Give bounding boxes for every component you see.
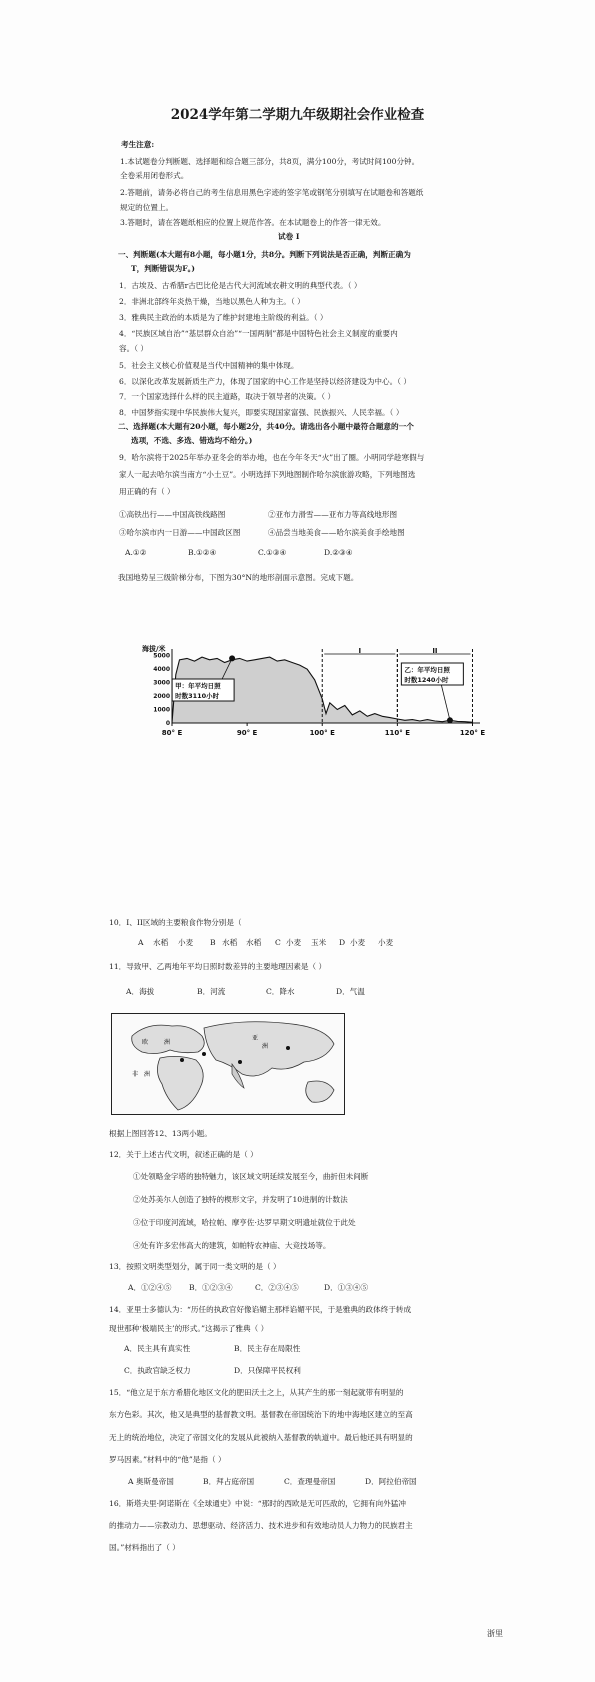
region-label: I: [358, 647, 362, 655]
q15-option: D．阿拉伯帝国: [365, 1477, 417, 1486]
world-map-svg: [112, 1014, 344, 1114]
annotation-text: 时数3110小时: [175, 692, 220, 700]
q10-option-letter: C: [275, 938, 281, 947]
q9-item: ①高铁出行——中国高铁线路图: [119, 510, 226, 519]
map-label: 洲: [144, 1071, 151, 1078]
q9-text: 用正确的有（ ）: [119, 487, 175, 496]
section-heading: 选项，不选、多选、错选均不给分。): [131, 436, 253, 445]
q11-text: 11．导致甲、乙两地年平均日照时数差异的主要地理因素是（ ）: [109, 962, 327, 971]
q11-option: A．海拔: [126, 987, 155, 996]
q13-option: C．②③④⑤: [255, 1283, 299, 1292]
tf-question: 6．以深化改革发展新质生产力，体现了国家的中心工作是坚持以经济建设为中心。（ ）: [119, 377, 412, 386]
q10-option: 小麦: [286, 938, 302, 947]
notice-line: 规定的位置上。: [120, 203, 174, 212]
annotation-point: [229, 655, 235, 661]
map-label: 洲: [164, 1039, 171, 1046]
q10-option: 小麦: [378, 938, 394, 947]
notice-line: 3.答题时，请在答题纸相应的位置上规范作答。在本试题卷上的作答一律无效。: [120, 218, 386, 227]
q9-item: ④品尝当地美食——哈尔滨美食手绘地图: [268, 528, 405, 537]
tf-question: 容。（ ）: [119, 344, 148, 353]
q9-option: A.①②: [125, 548, 147, 557]
q14-option: C．执政官缺乏权力: [124, 1366, 191, 1375]
tf-question: 2．非洲北部终年炎热干燥，当地以黑色人种为主。（ ）: [119, 297, 305, 306]
q16-text: 国。”材料指出了（ ）: [109, 1543, 180, 1552]
y-axis-label: 海拔/米: [142, 645, 166, 653]
q9-text: 9．哈尔滨将于2025年举办亚冬会的举办地，也在今年冬天“火”出了圈。小明同学趁寒假与: [119, 453, 425, 462]
q15-option: B．拜占庭帝国: [203, 1477, 255, 1486]
q10-option: 小麦: [178, 938, 194, 947]
annotation-point: [447, 717, 453, 723]
annotation-text: 时数1240小时: [404, 676, 449, 684]
y-tick-label: 4000: [153, 666, 170, 674]
notice-heading: 考生注意:: [121, 140, 155, 149]
annotation-pointer: [441, 685, 450, 720]
region-label: II: [432, 647, 438, 655]
section-heading: T，判断错误为F。): [131, 264, 195, 273]
q14-option: A．民主具有真实性: [124, 1344, 191, 1353]
q14-option: D．只保障平民权利: [234, 1366, 301, 1375]
tf-question: 5．社会主义核心价值观是当代中国精神的集中体现。: [119, 361, 299, 370]
q15-text: 东方色彩。其次，他又是典型的基督教文明。基督教在帝国统治下的地中海地区建立的至高: [109, 1410, 413, 1419]
q10-option-letter: D: [339, 938, 346, 947]
y-tick-label: 0: [165, 720, 170, 727]
q9-text: 家人一起去哈尔滨当南方“小土豆”。小明选择下列地图制作哈尔滨旅游攻略，下列地图选: [119, 470, 416, 479]
q14-option: B．民主存在局限性: [234, 1344, 301, 1353]
map-label: 非: [132, 1071, 139, 1078]
map-intro: 根据上图回答12、13两小题。: [109, 1129, 212, 1138]
tf-question: 3．雅典民主政治的本质是为了维护封建地主阶级的利益。（ ）: [119, 313, 328, 322]
q12-item: ④处有许多宏伟高大的建筑，如帕特农神庙、大竞技场等。: [133, 1241, 331, 1250]
q12-item: ①处领略金字塔的独特魅力，该区域文明延续发展至今，曲折但未间断: [133, 1172, 369, 1181]
q11-option: B．河流: [197, 987, 226, 996]
q9-option: B.①②④: [188, 548, 217, 557]
q13-option: B．①②③④: [189, 1283, 233, 1292]
y-tick-label: 2000: [153, 693, 170, 701]
q13-text: 13．按照文明类型划分，属于同一类文明的是（ ）: [109, 1262, 281, 1271]
q10-option: 玉米: [311, 938, 327, 947]
q15-option: C．查理曼帝国: [284, 1477, 336, 1486]
q10-option-letter: A: [138, 938, 144, 947]
x-tick-label: 80° E: [161, 729, 183, 737]
q15-text: 无上的统治地位，决定了帝国文化的发展从此被纳入基督教的轨道中。最后他还具有明显的: [109, 1433, 413, 1442]
tf-question: 1．古埃及、古希腊r古巴比伦是古代大河流域农耕文明的典型代表。（ ）: [119, 281, 362, 290]
q9-item: ③哈尔滨市内一日游——中国政区图: [119, 528, 241, 537]
q13-option: D．①③④⑤: [324, 1283, 369, 1292]
q9-option: D.②③④: [324, 548, 353, 557]
q14-text: 14．亚里士多德认为：“历任的执政官好像谄媚主那样谄媚平民，于是雅典的政体终于转成: [109, 1305, 412, 1314]
q12-item: ③位于印度河流域，哈拉帕、摩亨佐·达罗早期文明遗址就位于此处: [133, 1218, 356, 1227]
map-label: 亚: [252, 1035, 259, 1042]
q12-item: ②处苏美尔人创造了独特的楔形文字，并发明了10进制的计数法: [133, 1195, 348, 1204]
q16-text: 的推动力——宗教动力、思想驱动、经济活力、技术进步和有效地动员人力物力的民族君主: [109, 1521, 413, 1530]
x-tick-label: 120° E: [459, 729, 485, 737]
y-tick-label: 5000: [153, 652, 170, 660]
x-tick-label: 90° E: [236, 729, 258, 737]
q15-text: 罗马因素。”材料中的“他”是指（ ）: [109, 1455, 226, 1464]
tf-question: 8．中国梦指实现中华民族伟大复兴，即要实现国家富强、民族振兴、人民幸福。（ ）: [119, 408, 404, 417]
q16-text: 16．斯塔夫里·阿诺斯在《全球通史》中说：“那时的西欧是无可匹敌的，它拥有向外猛冲: [109, 1499, 406, 1508]
x-tick-label: 100° E: [309, 729, 335, 737]
notice-line: 全卷采用闭卷形式。: [120, 171, 189, 180]
q10-option: 水稻: [153, 938, 169, 947]
section-heading: 一、判断题(本大题有8小题，每小题1分，共8分。判断下列说法是否正确，判断正确为: [118, 250, 411, 259]
q12-text: 12．关于上述古代文明，叙述正确的是（ ）: [109, 1150, 258, 1159]
chart-intro: 我国地势呈三级阶梯分布，下图为30°N的地形剖面示意图。完成下题。: [118, 573, 359, 582]
tf-question: 7．一个国家选择什么样的民主道路，取决于领导者的决策。（ ）: [119, 392, 336, 401]
q11-option: D．气温: [336, 987, 365, 996]
annotation-text: 乙：年平均日照: [404, 666, 450, 674]
x-tick-label: 110° E: [384, 729, 411, 737]
y-tick-label: 3000: [153, 679, 170, 687]
q10-option-letter: B: [210, 938, 216, 947]
map-label: 洲: [262, 1043, 269, 1050]
q10-option: 水稻: [222, 938, 238, 947]
notice-line: 2.答题前，请务必将自己的考生信息用黑色字迹的签字笔或钢笔分别填写在试题卷和答题纸: [120, 188, 424, 197]
q10-text: 10．I、II区域的主要粮食作物分别是（: [109, 918, 242, 927]
q10-option: 小麦: [350, 938, 366, 947]
q15-option: A 奥斯曼帝国: [128, 1477, 174, 1486]
section-heading: 二、选择题(本大题有20小题，每小题2分，共40分。请选出各小题中最符合题意的一个: [118, 422, 414, 431]
map-label: 欧: [142, 1039, 149, 1046]
q9-item: ②亚布力滑雪——亚布力等高线地形图: [268, 510, 398, 519]
terrain-profile-chart: [140, 643, 485, 743]
page-title: 2024学年第二学期九年级期社会作业检查: [170, 107, 425, 123]
q11-option: C．降水: [266, 987, 295, 996]
q14-text: 现世那种‘极端民主’的形式。”这揭示了雅典（ ）: [109, 1324, 269, 1333]
footer-watermark: 浙里: [487, 1629, 503, 1638]
q9-option: C.①③④: [258, 548, 287, 557]
annotation-text: 甲：年平均日照: [175, 682, 221, 690]
ancient-civilizations-map: [111, 1013, 345, 1115]
tf-question: 4．“民族区域自治”“基层群众自治”“一国两制”都是中国特色社会主义制度的重要内: [119, 329, 398, 338]
notice-line: 1.本试题卷分判断题、选择题和综合题三部分，共8页，满分100分，考试时间100分钟。: [120, 157, 420, 166]
q13-option: A．①②④⑤: [128, 1283, 172, 1292]
q15-text: 15．“他立足于东方希腊化地区文化的肥田沃土之上，从其产生的那一刻起就带有明显的: [109, 1388, 404, 1397]
terrain-profile-svg: [140, 643, 485, 743]
volume-label: 试卷 I: [278, 232, 300, 241]
y-tick-label: 1000: [153, 706, 170, 714]
q10-option: 水稻: [246, 938, 262, 947]
